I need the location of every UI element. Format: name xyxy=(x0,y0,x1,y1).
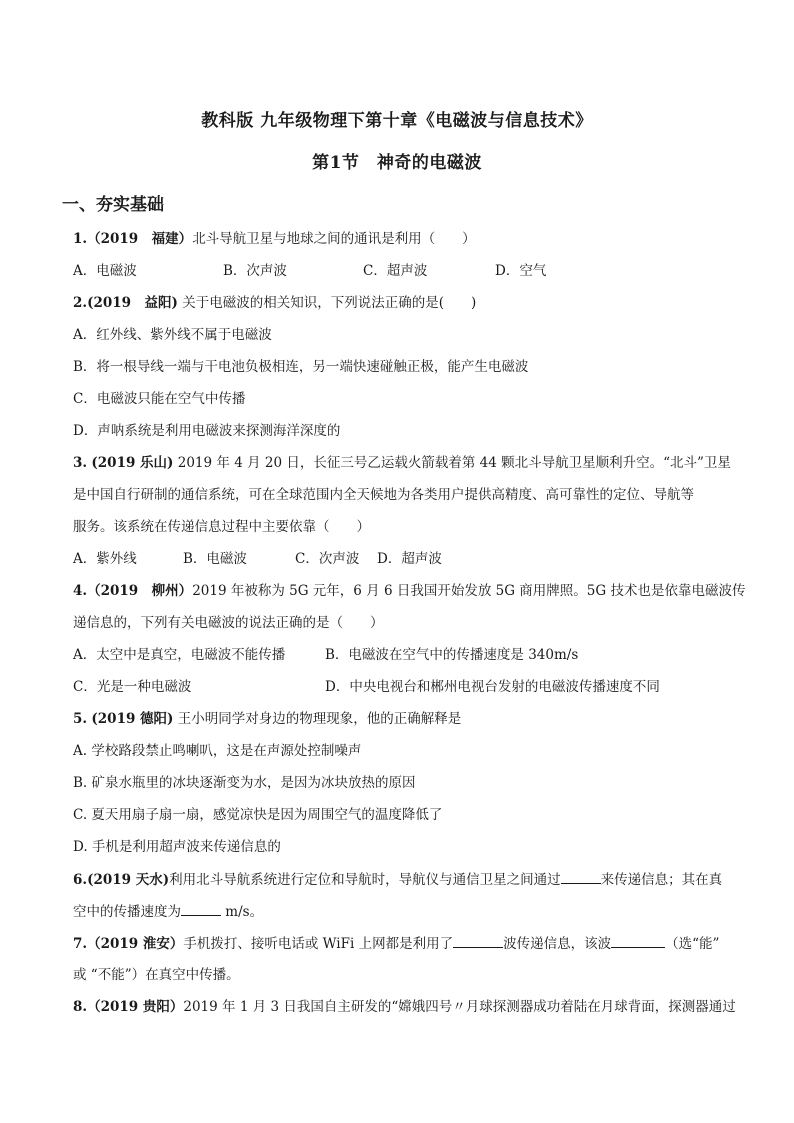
q5-text: 王小明同学对身边的物理现象，他的正确解释是 xyxy=(177,711,462,727)
q7-stem-line-2: 或 “不能”）在真空中传播。 xyxy=(73,967,240,983)
q5-stem xyxy=(73,710,733,728)
q3-stem-line-1 xyxy=(73,454,733,472)
q6-text-2b: m/s。 xyxy=(221,904,264,920)
q6-text-2a: 空中的传播速度为 xyxy=(73,904,181,920)
q1-number: 1 xyxy=(73,231,83,247)
q3-option-b: B．电磁波 xyxy=(183,551,247,567)
q4-number: 4 xyxy=(73,583,83,599)
q8-source: （2019 贵阳） xyxy=(87,999,184,1015)
q5-option-c: C. 夏天用扇子扇一扇，感觉凉快是因为周围空气的温度降低了 xyxy=(73,807,443,823)
q7-text-1b: 波传递信息，该波 xyxy=(503,936,612,952)
q7-source: （2019 淮安） xyxy=(87,936,184,952)
q4-option-d: D．中央电视台和郴州电视台发射的电磁波传播速度不同 xyxy=(325,679,660,695)
q5-option-d: D. 手机是利用超声波来传递信息的 xyxy=(73,839,281,855)
q7-text-1a: 手机拨打、接听电话或 WiFi 上网都是利用了 xyxy=(183,936,454,952)
q2-source: (2019 益阳) xyxy=(87,295,178,311)
q2-option-c: C．电磁波只能在空气中传播 xyxy=(73,391,246,407)
q4-stem-line-1 xyxy=(73,582,746,600)
q1-text: 北斗导航卫星与地球之间的通讯是利用（ ） xyxy=(192,231,476,247)
q5-number: 5. xyxy=(73,711,88,727)
q6-stem-line-1 xyxy=(73,870,733,889)
q3-option-a: A．紫外线 xyxy=(73,551,137,567)
q3-stem-line-2: 是中国自行研制的通信系统，可在全球范围内全天候地为各类用户提供高精度、高可靠性的定位、导航等 xyxy=(73,487,694,503)
q1-option-d: D．空气 xyxy=(495,263,547,279)
q1-source: .（2019 福建） xyxy=(82,231,193,247)
q2-number: 2. xyxy=(73,295,88,311)
q3-source: (2019 乐山) xyxy=(91,455,174,471)
q1-stem xyxy=(73,230,733,248)
q4-option-a: A．太空中是真空，电磁波不能传播 xyxy=(73,647,286,663)
q4-option-c: C．光是一种电磁波 xyxy=(73,679,192,695)
q6-text-1a: 利用北斗导航系统进行定位和导航时，导航仪与通信卫星之间通过 xyxy=(169,872,561,888)
q6-blank-2[interactable] xyxy=(181,902,221,916)
q1-option-a: A．电磁波 xyxy=(73,263,137,279)
q7-number: 7. xyxy=(73,936,88,952)
q6-blank-1[interactable] xyxy=(561,870,601,884)
q1-option-c: C．超声波 xyxy=(363,263,428,279)
q8-text-1: 2019 年 1 月 3 日我国自主研发的“嫦娥四号〃月球探测器成功着陆在月球背面，探测器通过 xyxy=(183,999,736,1015)
q4-option-b: B．电磁波在空气中的传播速度是 340m/s xyxy=(325,647,579,663)
q4-text-1: 2019 年被称为 5G 元年，6 月 6 日我国开始发放 5G 商用牌照。5G 技术也是依靠电磁波传 xyxy=(192,583,746,599)
section-title: 第1节 神奇的电磁波 xyxy=(312,153,482,173)
q5-option-b: B. 矿泉水瓶里的冰块逐渐变为水，是因为冰块放热的原因 xyxy=(73,775,416,791)
q7-blank-2[interactable] xyxy=(611,934,665,948)
q5-source: (2019 德阳) xyxy=(91,711,174,727)
q2-option-a: A．红外线、紫外线不属于电磁波 xyxy=(73,327,272,343)
q3-stem-line-3: 服务。该系统在传递信息过程中主要依靠（ ） xyxy=(73,519,370,535)
q2-stem xyxy=(73,294,733,312)
q1-option-b: B．次声波 xyxy=(223,263,287,279)
q6-text-1b: 来传递信息；其在真 xyxy=(600,872,723,888)
q2-option-d: D．声呐系统是利用电磁波来探测海洋深度的 xyxy=(73,423,341,439)
q7-stem-line-1 xyxy=(73,934,733,953)
q6-number: 6 xyxy=(73,872,83,888)
part-one-heading: 一、夯实基础 xyxy=(62,195,164,215)
q2-text: 关于电磁波的相关知识，下列说法正确的是( ) xyxy=(182,295,477,311)
q3-number: 3. xyxy=(73,455,88,471)
main-title: 教科版 九年级物理下第十章《电磁波与信息技术》 xyxy=(201,111,593,131)
q8-stem-line-1 xyxy=(73,998,736,1016)
q7-blank-1[interactable] xyxy=(453,934,503,948)
q6-source: .(2019 天水) xyxy=(82,872,170,888)
q3-option-d: D．超声波 xyxy=(377,551,442,567)
q3-option-c: C．次声波 xyxy=(295,551,360,567)
q3-text-1: 2019 年 4 月 20 日，长征三号乙运载火箭载着第 44 颗北斗导航卫星顺利升空。“北斗”卫星 xyxy=(177,455,731,471)
q5-option-a: A. 学校路段禁止鸣喇叭，这是在声源处控制噪声 xyxy=(73,743,362,759)
q6-stem-line-2 xyxy=(73,902,733,921)
q2-option-b: B．将一根导线一端与干电池负极相连，另一端快速碰触正极，能产生电磁波 xyxy=(73,359,529,375)
q7-text-1c: （选“能” xyxy=(665,936,720,952)
q4-source: .（2019 柳州） xyxy=(82,583,193,599)
q8-number: 8. xyxy=(73,999,88,1015)
q4-stem-line-2: 递信息的，下列有关电磁波的说法正确的是（ ） xyxy=(73,615,384,631)
